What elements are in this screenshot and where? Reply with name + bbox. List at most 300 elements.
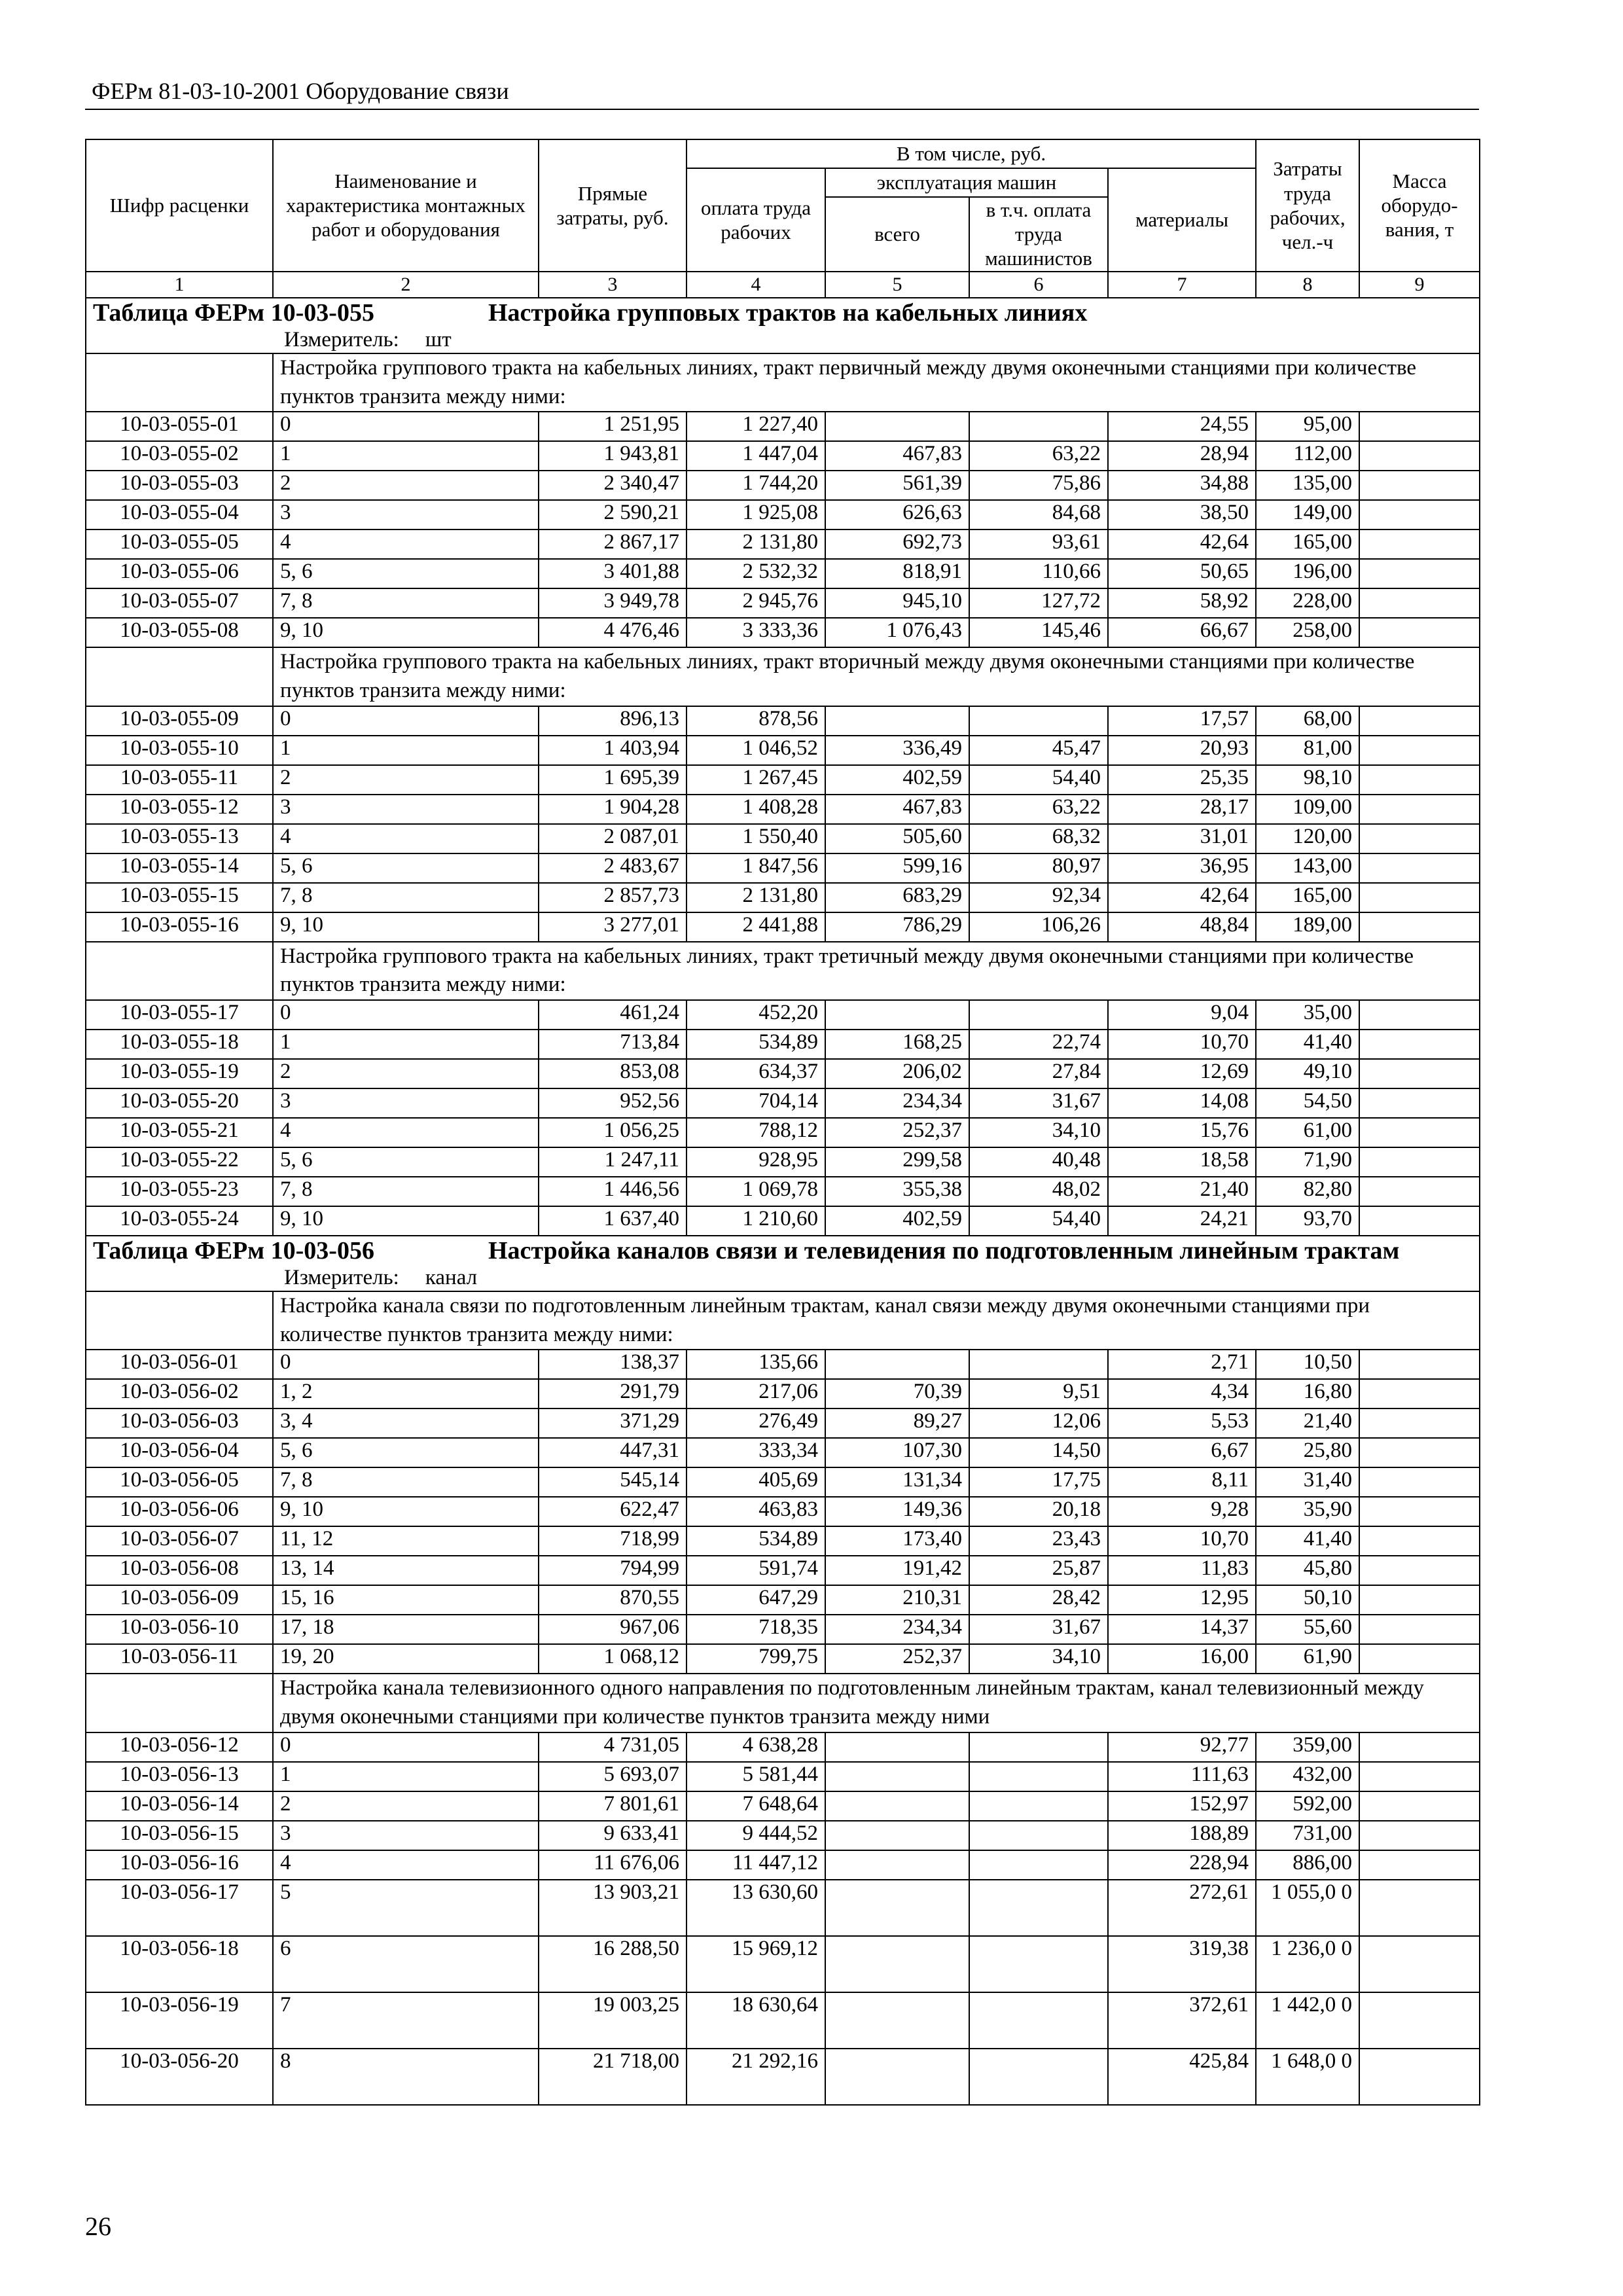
param: 4 — [273, 1118, 539, 1147]
table-row — [86, 1408, 1480, 1438]
direct-cost: 3 401,88 — [539, 559, 687, 588]
labor-cost: 13 630,60 — [687, 1880, 825, 1936]
machine-cost: 402,59 — [825, 1206, 969, 1236]
rate-code: 10-03-056-09 — [86, 1585, 273, 1615]
operator-cost: 31,67 — [969, 1088, 1108, 1118]
group-note-row — [86, 1674, 1480, 1732]
labor-hours: 143,00 — [1256, 853, 1359, 883]
materials-cost: 152,97 — [1108, 1791, 1256, 1821]
rate-code: 10-03-055-23 — [86, 1177, 273, 1206]
table-row — [86, 1732, 1480, 1762]
operator-cost — [969, 1992, 1108, 2049]
equipment-mass — [1359, 588, 1480, 618]
rate-code: 10-03-056-14 — [86, 1791, 273, 1821]
operator-cost — [969, 1762, 1108, 1791]
rate-code: 10-03-056-19 — [86, 1992, 273, 2049]
operator-cost: 9,51 — [969, 1379, 1108, 1408]
param: 5, 6 — [273, 1147, 539, 1177]
column-number: 9 — [1359, 272, 1480, 298]
table-row — [86, 559, 1480, 588]
direct-cost: 16 288,50 — [539, 1936, 687, 1992]
col-header-total: всего — [825, 197, 969, 272]
rate-code: 10-03-056-18 — [86, 1936, 273, 1992]
rate-code: 10-03-056-06 — [86, 1497, 273, 1526]
operator-cost — [969, 706, 1108, 736]
machine-cost — [825, 706, 969, 736]
labor-cost: 704,14 — [687, 1088, 825, 1118]
header-rule — [85, 109, 1479, 110]
equipment-mass — [1359, 1438, 1480, 1467]
labor-cost: 2 441,88 — [687, 912, 825, 942]
equipment-mass — [1359, 1059, 1480, 1088]
param: 7, 8 — [273, 883, 539, 912]
operator-cost: 63,22 — [969, 795, 1108, 824]
materials-cost: 15,76 — [1108, 1118, 1256, 1147]
labor-hours: 71,90 — [1256, 1147, 1359, 1177]
machine-cost: 206,02 — [825, 1059, 969, 1088]
rate-code: 10-03-055-13 — [86, 824, 273, 853]
table-code: Таблица ФЕРм 10-03-056 — [93, 1236, 374, 1265]
table-row — [86, 1000, 1480, 1030]
machine-cost: 355,38 — [825, 1177, 969, 1206]
materials-cost: 24,21 — [1108, 1206, 1256, 1236]
operator-cost — [969, 1732, 1108, 1762]
param: 4 — [273, 824, 539, 853]
direct-cost: 967,06 — [539, 1615, 687, 1644]
machine-cost: 173,40 — [825, 1526, 969, 1556]
labor-hours: 135,00 — [1256, 471, 1359, 500]
param: 9, 10 — [273, 1497, 539, 1526]
measure-label: Измеритель: — [284, 328, 399, 352]
labor-hours: 50,10 — [1256, 1585, 1359, 1615]
labor-hours: 165,00 — [1256, 883, 1359, 912]
operator-cost: 20,18 — [969, 1497, 1108, 1526]
machine-cost: 191,42 — [825, 1556, 969, 1585]
equipment-mass — [1359, 736, 1480, 765]
running-header: ФЕРм 81-03-10-2001 Оборудование связи — [92, 78, 509, 104]
table-row — [86, 1936, 1480, 1992]
operator-cost — [969, 1000, 1108, 1030]
labor-cost: 1 227,40 — [687, 412, 825, 441]
labor-hours: 31,40 — [1256, 1467, 1359, 1497]
direct-cost: 2 590,21 — [539, 500, 687, 529]
labor-cost: 463,83 — [687, 1497, 825, 1526]
col-header-labor: оплата труда рабочих — [687, 168, 825, 272]
table-row — [86, 1762, 1480, 1791]
materials-cost: 42,64 — [1108, 529, 1256, 559]
machine-cost: 234,34 — [825, 1088, 969, 1118]
labor-cost: 1 744,20 — [687, 471, 825, 500]
materials-cost: 20,93 — [1108, 736, 1256, 765]
equipment-mass — [1359, 765, 1480, 795]
materials-cost: 6,67 — [1108, 1438, 1256, 1467]
equipment-mass — [1359, 2049, 1480, 2105]
direct-cost: 870,55 — [539, 1585, 687, 1615]
operator-cost: 25,87 — [969, 1556, 1108, 1585]
materials-cost: 34,88 — [1108, 471, 1256, 500]
labor-cost: 928,95 — [687, 1147, 825, 1177]
labor-hours: 41,40 — [1256, 1526, 1359, 1556]
equipment-mass — [1359, 1992, 1480, 2049]
machine-cost: 786,29 — [825, 912, 969, 942]
param: 5 — [273, 1880, 539, 1936]
equipment-mass — [1359, 1762, 1480, 1791]
machine-cost — [825, 1732, 969, 1762]
direct-cost: 896,13 — [539, 706, 687, 736]
param: 15, 16 — [273, 1585, 539, 1615]
equipment-mass — [1359, 1615, 1480, 1644]
direct-cost: 718,99 — [539, 1526, 687, 1556]
param: 0 — [273, 412, 539, 441]
operator-cost — [969, 1350, 1108, 1379]
materials-cost: 10,70 — [1108, 1030, 1256, 1059]
rate-code: 10-03-056-15 — [86, 1821, 273, 1850]
rate-code: 10-03-055-14 — [86, 853, 273, 883]
rate-code: 10-03-055-01 — [86, 412, 273, 441]
equipment-mass — [1359, 824, 1480, 853]
machine-cost: 945,10 — [825, 588, 969, 618]
materials-cost: 8,11 — [1108, 1467, 1256, 1497]
rate-code: 10-03-056-04 — [86, 1438, 273, 1467]
equipment-mass — [1359, 1467, 1480, 1497]
equipment-mass — [1359, 1644, 1480, 1674]
table-title: Настройка каналов связи и телевидения по подготовленным линейным трактам — [488, 1236, 1400, 1265]
materials-cost: 50,65 — [1108, 559, 1256, 588]
labor-hours: 149,00 — [1256, 500, 1359, 529]
table-row — [86, 1379, 1480, 1408]
labor-hours: 1 236,0 0 — [1256, 1936, 1359, 1992]
direct-cost: 461,24 — [539, 1000, 687, 1030]
param: 9, 10 — [273, 1206, 539, 1236]
machine-cost — [825, 1821, 969, 1850]
table-row — [86, 529, 1480, 559]
col-header-operators: в т.ч. оплата труда машинистов — [969, 197, 1108, 272]
col-header-code: Шифр расценки — [86, 139, 273, 272]
direct-cost: 2 483,67 — [539, 853, 687, 883]
table-row — [86, 618, 1480, 647]
measure-label: Измеритель: — [284, 1266, 399, 1290]
direct-cost: 1 446,56 — [539, 1177, 687, 1206]
operator-cost: 23,43 — [969, 1526, 1108, 1556]
machine-cost: 561,39 — [825, 471, 969, 500]
operator-cost: 127,72 — [969, 588, 1108, 618]
materials-cost: 28,94 — [1108, 441, 1256, 471]
rate-code: 10-03-056-07 — [86, 1526, 273, 1556]
param: 4 — [273, 1850, 539, 1880]
group-note: Настройка группового тракта на кабельных линиях, тракт третичный между двумя оконечными станциями при количестве пунктов транзита между ними: — [273, 942, 1480, 1000]
labor-hours: 45,80 — [1256, 1556, 1359, 1585]
labor-cost: 799,75 — [687, 1644, 825, 1674]
rate-code: 10-03-055-12 — [86, 795, 273, 824]
rate-code: 10-03-056-10 — [86, 1615, 273, 1644]
materials-cost: 4,34 — [1108, 1379, 1256, 1408]
direct-cost: 7 801,61 — [539, 1791, 687, 1821]
rate-code: 10-03-055-21 — [86, 1118, 273, 1147]
direct-cost: 713,84 — [539, 1030, 687, 1059]
param: 1 — [273, 441, 539, 471]
labor-hours: 189,00 — [1256, 912, 1359, 942]
group-note-row — [86, 353, 1480, 412]
equipment-mass — [1359, 500, 1480, 529]
operator-cost: 54,40 — [969, 765, 1108, 795]
direct-cost: 2 087,01 — [539, 824, 687, 853]
param: 0 — [273, 1732, 539, 1762]
machine-cost: 252,37 — [825, 1644, 969, 1674]
labor-hours: 35,00 — [1256, 1000, 1359, 1030]
direct-cost: 1 943,81 — [539, 441, 687, 471]
labor-hours: 1 442,0 0 — [1256, 1992, 1359, 2049]
materials-cost: 21,40 — [1108, 1177, 1256, 1206]
operator-cost — [969, 1850, 1108, 1880]
col-header-name: Наименование и характеристика монтажных работ и оборудования — [273, 139, 539, 272]
labor-hours: 68,00 — [1256, 706, 1359, 736]
rate-code: 10-03-055-06 — [86, 559, 273, 588]
table-row — [86, 441, 1480, 471]
table-row — [86, 2049, 1480, 2105]
labor-hours: 1 055,0 0 — [1256, 1880, 1359, 1936]
equipment-mass — [1359, 1118, 1480, 1147]
labor-cost: 2 945,76 — [687, 588, 825, 618]
machine-cost: 70,39 — [825, 1379, 969, 1408]
direct-cost: 1 403,94 — [539, 736, 687, 765]
machine-cost: 402,59 — [825, 765, 969, 795]
param: 5, 6 — [273, 1438, 539, 1467]
rate-code: 10-03-056-02 — [86, 1379, 273, 1408]
machine-cost: 210,31 — [825, 1585, 969, 1615]
table-row — [86, 1585, 1480, 1615]
machine-cost: 692,73 — [825, 529, 969, 559]
table-row — [86, 1206, 1480, 1236]
column-number: 2 — [273, 272, 539, 298]
labor-hours: 112,00 — [1256, 441, 1359, 471]
equipment-mass — [1359, 1000, 1480, 1030]
table-row — [86, 471, 1480, 500]
rate-code: 10-03-055-02 — [86, 441, 273, 471]
materials-cost: 12,95 — [1108, 1585, 1256, 1615]
equipment-mass — [1359, 1936, 1480, 1992]
table-title: Настройка групповых трактов на кабельных линиях — [488, 298, 1088, 327]
materials-cost: 42,64 — [1108, 883, 1256, 912]
direct-cost: 4 731,05 — [539, 1732, 687, 1762]
machine-cost — [825, 2049, 969, 2105]
equipment-mass — [1359, 706, 1480, 736]
direct-cost: 2 867,17 — [539, 529, 687, 559]
table-row — [86, 1147, 1480, 1177]
operator-cost: 145,46 — [969, 618, 1108, 647]
col-header-materials: материалы — [1108, 168, 1256, 272]
equipment-mass — [1359, 1880, 1480, 1936]
machine-cost: 467,83 — [825, 441, 969, 471]
operator-cost — [969, 1791, 1108, 1821]
labor-hours: 49,10 — [1256, 1059, 1359, 1088]
labor-cost: 1 267,45 — [687, 765, 825, 795]
rate-code: 10-03-055-05 — [86, 529, 273, 559]
direct-cost: 1 068,12 — [539, 1644, 687, 1674]
rate-code: 10-03-055-09 — [86, 706, 273, 736]
rate-code: 10-03-055-24 — [86, 1206, 273, 1236]
labor-hours: 82,80 — [1256, 1177, 1359, 1206]
materials-cost: 5,53 — [1108, 1408, 1256, 1438]
labor-cost: 534,89 — [687, 1030, 825, 1059]
rate-code: 10-03-056-20 — [86, 2049, 273, 2105]
param: 1 — [273, 736, 539, 765]
operator-cost: 106,26 — [969, 912, 1108, 942]
materials-cost: 2,71 — [1108, 1350, 1256, 1379]
direct-cost: 1 251,95 — [539, 412, 687, 441]
equipment-mass — [1359, 529, 1480, 559]
table-row — [86, 765, 1480, 795]
equipment-mass — [1359, 1497, 1480, 1526]
param: 2 — [273, 765, 539, 795]
param: 9, 10 — [273, 618, 539, 647]
column-number: 4 — [687, 272, 825, 298]
materials-cost: 66,67 — [1108, 618, 1256, 647]
rate-code: 10-03-056-01 — [86, 1350, 273, 1379]
labor-hours: 886,00 — [1256, 1850, 1359, 1880]
equipment-mass — [1359, 912, 1480, 942]
rate-code: 10-03-055-15 — [86, 883, 273, 912]
direct-cost: 794,99 — [539, 1556, 687, 1585]
labor-hours: 165,00 — [1256, 529, 1359, 559]
col-header-direct: Прямые затраты, руб. — [539, 139, 687, 272]
direct-cost: 1 904,28 — [539, 795, 687, 824]
table-row — [86, 824, 1480, 853]
param: 6 — [273, 1936, 539, 1992]
rate-code: 10-03-056-05 — [86, 1467, 273, 1497]
table-row — [86, 412, 1480, 441]
labor-hours: 1 648,0 0 — [1256, 2049, 1359, 2105]
table-row — [86, 1177, 1480, 1206]
rate-code: 10-03-055-19 — [86, 1059, 273, 1088]
equipment-mass — [1359, 1379, 1480, 1408]
operator-cost: 63,22 — [969, 441, 1108, 471]
col-header-machines: эксплуатация машин — [825, 168, 1108, 197]
machine-cost: 89,27 — [825, 1408, 969, 1438]
group-note-row — [86, 1291, 1480, 1350]
table-row — [86, 795, 1480, 824]
direct-cost: 622,47 — [539, 1497, 687, 1526]
materials-cost: 16,00 — [1108, 1644, 1256, 1674]
materials-cost: 228,94 — [1108, 1850, 1256, 1880]
rate-code: 10-03-055-20 — [86, 1088, 273, 1118]
operator-cost — [969, 1936, 1108, 1992]
materials-cost: 9,04 — [1108, 1000, 1256, 1030]
direct-cost: 9 633,41 — [539, 1821, 687, 1850]
labor-hours: 592,00 — [1256, 1791, 1359, 1821]
labor-hours: 61,90 — [1256, 1644, 1359, 1674]
materials-cost: 58,92 — [1108, 588, 1256, 618]
labor-hours: 196,00 — [1256, 559, 1359, 588]
table-row — [86, 588, 1480, 618]
equipment-mass — [1359, 1791, 1480, 1821]
group-note: Настройка канала телевизионного одного направления по подготовленным линейным трактам, канал телевизионный между двумя оконечными станциями при количестве пунктов транзита между ними — [273, 1674, 1480, 1732]
param: 8 — [273, 2049, 539, 2105]
machine-cost: 149,36 — [825, 1497, 969, 1526]
labor-cost: 634,37 — [687, 1059, 825, 1088]
column-number: 5 — [825, 272, 969, 298]
table-row — [86, 1088, 1480, 1118]
equipment-mass — [1359, 1526, 1480, 1556]
equipment-mass — [1359, 1206, 1480, 1236]
machine-cost — [825, 1000, 969, 1030]
rate-code: 10-03-055-03 — [86, 471, 273, 500]
measure-unit: канал — [425, 1266, 478, 1290]
rate-code: 10-03-056-12 — [86, 1732, 273, 1762]
direct-cost: 11 676,06 — [539, 1850, 687, 1880]
direct-cost: 5 693,07 — [539, 1762, 687, 1791]
labor-cost: 1 046,52 — [687, 736, 825, 765]
param: 11, 12 — [273, 1526, 539, 1556]
param: 5, 6 — [273, 853, 539, 883]
rate-code: 10-03-056-08 — [86, 1556, 273, 1585]
labor-hours: 55,60 — [1256, 1615, 1359, 1644]
group-note-row — [86, 942, 1480, 1000]
equipment-mass — [1359, 1147, 1480, 1177]
direct-cost: 3 277,01 — [539, 912, 687, 942]
direct-cost: 2 340,47 — [539, 471, 687, 500]
param: 0 — [273, 1350, 539, 1379]
materials-cost: 92,77 — [1108, 1732, 1256, 1762]
operator-cost — [969, 1821, 1108, 1850]
param: 2 — [273, 471, 539, 500]
materials-cost: 9,28 — [1108, 1497, 1256, 1526]
labor-cost: 15 969,12 — [687, 1936, 825, 1992]
machine-cost — [825, 1350, 969, 1379]
table-row — [86, 1880, 1480, 1936]
param: 2 — [273, 1059, 539, 1088]
materials-cost: 12,69 — [1108, 1059, 1256, 1088]
machine-cost: 683,29 — [825, 883, 969, 912]
param: 0 — [273, 1000, 539, 1030]
labor-cost: 788,12 — [687, 1118, 825, 1147]
labor-cost: 1 210,60 — [687, 1206, 825, 1236]
rate-code: 10-03-055-10 — [86, 736, 273, 765]
operator-cost: 27,84 — [969, 1059, 1108, 1088]
direct-cost: 19 003,25 — [539, 1992, 687, 2049]
labor-hours: 61,00 — [1256, 1118, 1359, 1147]
machine-cost: 252,37 — [825, 1118, 969, 1147]
param: 13, 14 — [273, 1556, 539, 1585]
machine-cost: 336,49 — [825, 736, 969, 765]
table-row — [86, 1791, 1480, 1821]
col-header-incl: В том числе, руб. — [687, 139, 1256, 168]
column-number: 1 — [86, 272, 273, 298]
materials-cost: 28,17 — [1108, 795, 1256, 824]
direct-cost: 1 247,11 — [539, 1147, 687, 1177]
labor-hours: 432,00 — [1256, 1762, 1359, 1791]
direct-cost: 291,79 — [539, 1379, 687, 1408]
table-row — [86, 736, 1480, 765]
labor-cost: 1 847,56 — [687, 853, 825, 883]
machine-cost: 818,91 — [825, 559, 969, 588]
operator-cost — [969, 1880, 1108, 1936]
param: 5, 6 — [273, 559, 539, 588]
operator-cost: 34,10 — [969, 1118, 1108, 1147]
measure-unit: шт — [425, 328, 452, 352]
rate-code: 10-03-056-11 — [86, 1644, 273, 1674]
materials-cost: 31,01 — [1108, 824, 1256, 853]
param: 9, 10 — [273, 912, 539, 942]
labor-hours: 54,50 — [1256, 1088, 1359, 1118]
labor-cost: 217,06 — [687, 1379, 825, 1408]
rate-code: 10-03-055-04 — [86, 500, 273, 529]
table-row — [86, 1992, 1480, 2049]
operator-cost: 93,61 — [969, 529, 1108, 559]
rate-code: 10-03-056-13 — [86, 1762, 273, 1791]
equipment-mass — [1359, 618, 1480, 647]
param: 4 — [273, 529, 539, 559]
materials-cost: 425,84 — [1108, 2049, 1256, 2105]
